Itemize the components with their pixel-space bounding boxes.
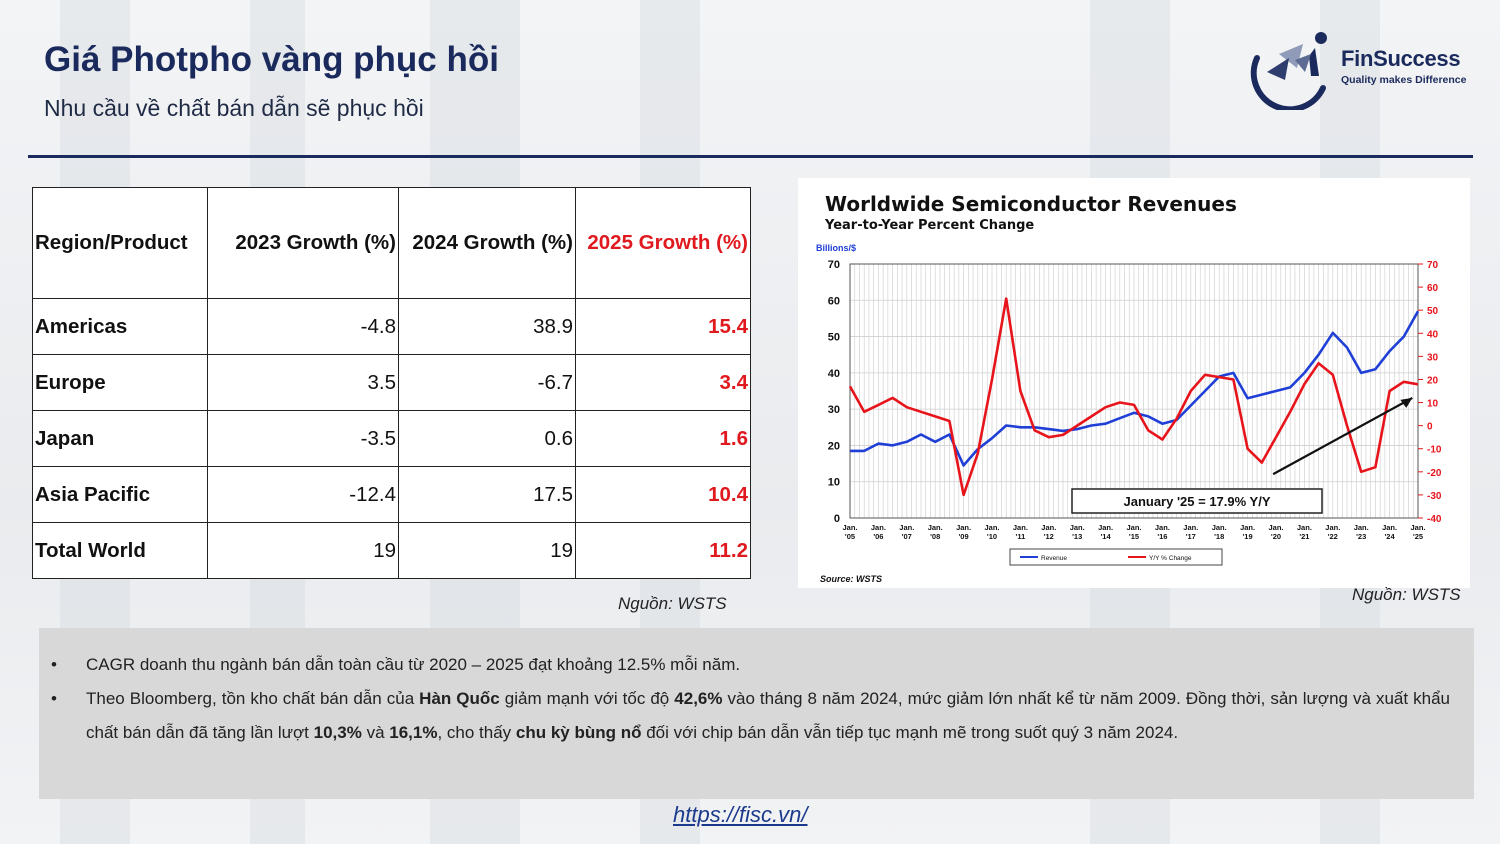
table-row (33, 467, 751, 523)
x-tick-year: '12 (1043, 532, 1054, 541)
right-tick-label: 60 (1427, 283, 1439, 295)
right-tick-label: 10 (1427, 398, 1439, 410)
x-tick-month: Jan. (1325, 523, 1341, 532)
table-header-row (33, 188, 751, 299)
page-subtitle: Nhu cầu về chất bán dẫn sẽ phục hồi (44, 95, 424, 121)
chart-subtitle: Year-to-Year Percent Change (825, 218, 1035, 233)
bullet-marker: • (51, 689, 57, 708)
note-text: CAGR doanh thu ngành bán dẫn toàn cầu từ 2020 – 2025 đạt khoảng 12.5% mỗi năm. (86, 655, 741, 674)
left-tick-label: 20 (827, 440, 840, 453)
page-title: Giá Photpho vàng phục hồi (44, 40, 499, 79)
x-tick-year: '08 (930, 532, 941, 541)
legend-revenue-label: Revenue (1041, 555, 1068, 562)
x-tick-month: Jan. (1154, 523, 1170, 532)
note-text: đối với chip bán dẫn vẫn tiếp tục mạnh mẽ trong suốt quý 3 năm 2024. (641, 723, 1179, 742)
table-cell: -6.7 (399, 355, 576, 411)
table-cell: 17.5 (399, 467, 576, 523)
note-text: vào tháng 8 năm 2024, mức giảm lớn nhất kể từ năm 2009. Đồng thời, sản lượng và xuất khẩu chất bán dẫn đã tăng lần lượt (86, 689, 1450, 742)
table-cell: 19 (208, 523, 399, 579)
table-header-cell: 2024 Growth (%) (399, 188, 576, 299)
notes-panel (39, 628, 1474, 799)
table-cell: 0.6 (399, 411, 576, 467)
header-divider (28, 155, 1473, 158)
left-tick-label: 40 (827, 367, 840, 380)
table-source: Nguồn: WSTS (618, 594, 727, 613)
left-tick-label: 70 (827, 259, 840, 271)
right-tick-label: -10 (1427, 444, 1442, 456)
table-cell: -12.4 (208, 467, 399, 523)
table-header-cell: Region/Product (33, 188, 208, 299)
note-highlight: 16,1% (389, 723, 438, 742)
x-tick-year: '07 (901, 532, 912, 541)
x-tick-year: '10 (986, 532, 998, 541)
growth-table (32, 187, 751, 579)
note-highlight: Hàn Quốc (419, 689, 500, 708)
chart-source: Nguồn: WSTS (1352, 585, 1461, 604)
x-tick-month: Jan. (842, 523, 858, 532)
table-cell: Asia Pacific (33, 467, 208, 523)
x-tick-month: Jan. (1268, 523, 1284, 532)
x-tick-year: '25 (1412, 532, 1424, 541)
table-cell: -4.8 (208, 299, 399, 355)
note-text: và (361, 723, 390, 742)
semiconductor-chart (798, 178, 1470, 588)
table-row (33, 523, 751, 579)
x-tick-month: Jan. (1211, 523, 1227, 532)
note-item (39, 648, 1474, 682)
x-tick-month: Jan. (1012, 523, 1028, 532)
right-tick-label: -30 (1427, 490, 1442, 502)
notes-list (39, 648, 1474, 750)
x-tick-year: '16 (1157, 532, 1168, 541)
table-row (33, 355, 751, 411)
table-row (33, 411, 751, 467)
chart-source-text: Source: WSTS (820, 574, 883, 584)
table-cell: Total World (33, 523, 208, 579)
left-tick-label: 10 (827, 476, 840, 489)
bullet-marker: • (51, 655, 57, 674)
right-tick-label: 40 (1427, 329, 1439, 341)
x-tick-year: '09 (958, 532, 969, 541)
x-tick-year: '19 (1242, 532, 1253, 541)
table-header-cell: 2023 Growth (%) (208, 188, 399, 299)
x-tick-year: '20 (1270, 532, 1282, 541)
right-tick-label: 30 (1427, 352, 1439, 364)
table-cell: 3.5 (208, 355, 399, 411)
left-tick-label: 60 (827, 295, 840, 308)
table-header-cell: 2025 Growth (%) (576, 188, 751, 299)
x-tick-month: Jan. (1183, 523, 1199, 532)
table-cell: 19 (399, 523, 576, 579)
x-tick-year: '17 (1185, 532, 1196, 541)
x-tick-month: Jan. (1069, 523, 1085, 532)
x-tick-month: Jan. (1382, 523, 1398, 532)
x-tick-year: '05 (844, 532, 856, 541)
x-tick-month: Jan. (927, 523, 943, 532)
x-tick-month: Jan. (1098, 523, 1114, 532)
table-cell: 1.6 (576, 411, 751, 467)
x-tick-month: Jan. (870, 523, 886, 532)
right-tick-label: 20 (1427, 375, 1439, 387)
left-tick-label: 30 (827, 404, 840, 417)
x-tick-year: '21 (1299, 532, 1310, 541)
table-cell: Japan (33, 411, 208, 467)
x-tick-year: '22 (1327, 532, 1338, 541)
note-highlight: 10,3% (313, 723, 362, 742)
finsuccess-logo (1245, 28, 1475, 110)
x-tick-month: Jan. (1296, 523, 1312, 532)
right-tick-label: 50 (1427, 306, 1439, 318)
table-cell: 10.4 (576, 467, 751, 523)
table-cell: 3.4 (576, 355, 751, 411)
annotation-text: January '25 = 17.9% Y/Y (1123, 494, 1271, 509)
note-highlight: 42,6% (674, 689, 723, 708)
note-highlight: chu kỳ bùng nổ (515, 723, 642, 742)
x-tick-month: Jan. (899, 523, 915, 532)
x-tick-month: Jan. (984, 523, 1000, 532)
x-tick-year: '14 (1100, 532, 1111, 541)
y-axis-label: Billions/$ (816, 243, 857, 253)
logo-name: FinSuccess (1341, 46, 1461, 71)
x-tick-month: Jan. (1353, 523, 1369, 532)
x-tick-month: Jan. (1041, 523, 1057, 532)
table-row (33, 299, 751, 355)
x-tick-month: Jan. (956, 523, 972, 532)
note-item (39, 682, 1474, 750)
right-tick-label: -40 (1427, 514, 1442, 525)
x-tick-year: '13 (1072, 532, 1083, 541)
table-cell: 11.2 (576, 523, 751, 579)
chart-svg (798, 178, 1470, 588)
table-cell: 38.9 (399, 299, 576, 355)
left-tick-label: 50 (827, 331, 840, 344)
x-tick-year: '18 (1214, 532, 1225, 541)
right-tick-label: 70 (1427, 260, 1439, 271)
x-tick-year: '11 (1015, 532, 1026, 541)
right-tick-label: -20 (1427, 467, 1442, 479)
table-cell: Americas (33, 299, 208, 355)
x-tick-year: '24 (1384, 532, 1395, 541)
website-link[interactable]: https://fisc.vn/ (673, 802, 808, 827)
x-tick-year: '23 (1356, 532, 1367, 541)
logo-tagline: Quality makes Difference (1341, 74, 1467, 86)
note-text: Theo Bloomberg, tồn kho chất bán dẫn của (86, 689, 420, 708)
x-tick-month: Jan. (1410, 523, 1426, 532)
table-cell: -3.5 (208, 411, 399, 467)
legend-yoy-label: Y/Y % Change (1149, 555, 1192, 562)
note-text: giảm mạnh với tốc độ (499, 689, 675, 708)
chart-title: Worldwide Semiconductor Revenues (825, 192, 1237, 216)
table-cell: Europe (33, 355, 208, 411)
x-tick-month: Jan. (1240, 523, 1256, 532)
x-tick-year: '15 (1128, 532, 1140, 541)
x-tick-year: '06 (873, 532, 884, 541)
table-cell: 15.4 (576, 299, 751, 355)
x-tick-month: Jan. (1126, 523, 1142, 532)
finsuccess-logo-icon (1245, 28, 1335, 110)
right-tick-label: 0 (1427, 421, 1433, 433)
left-tick-label: 0 (833, 513, 840, 525)
note-text: , cho thấy (437, 723, 516, 742)
